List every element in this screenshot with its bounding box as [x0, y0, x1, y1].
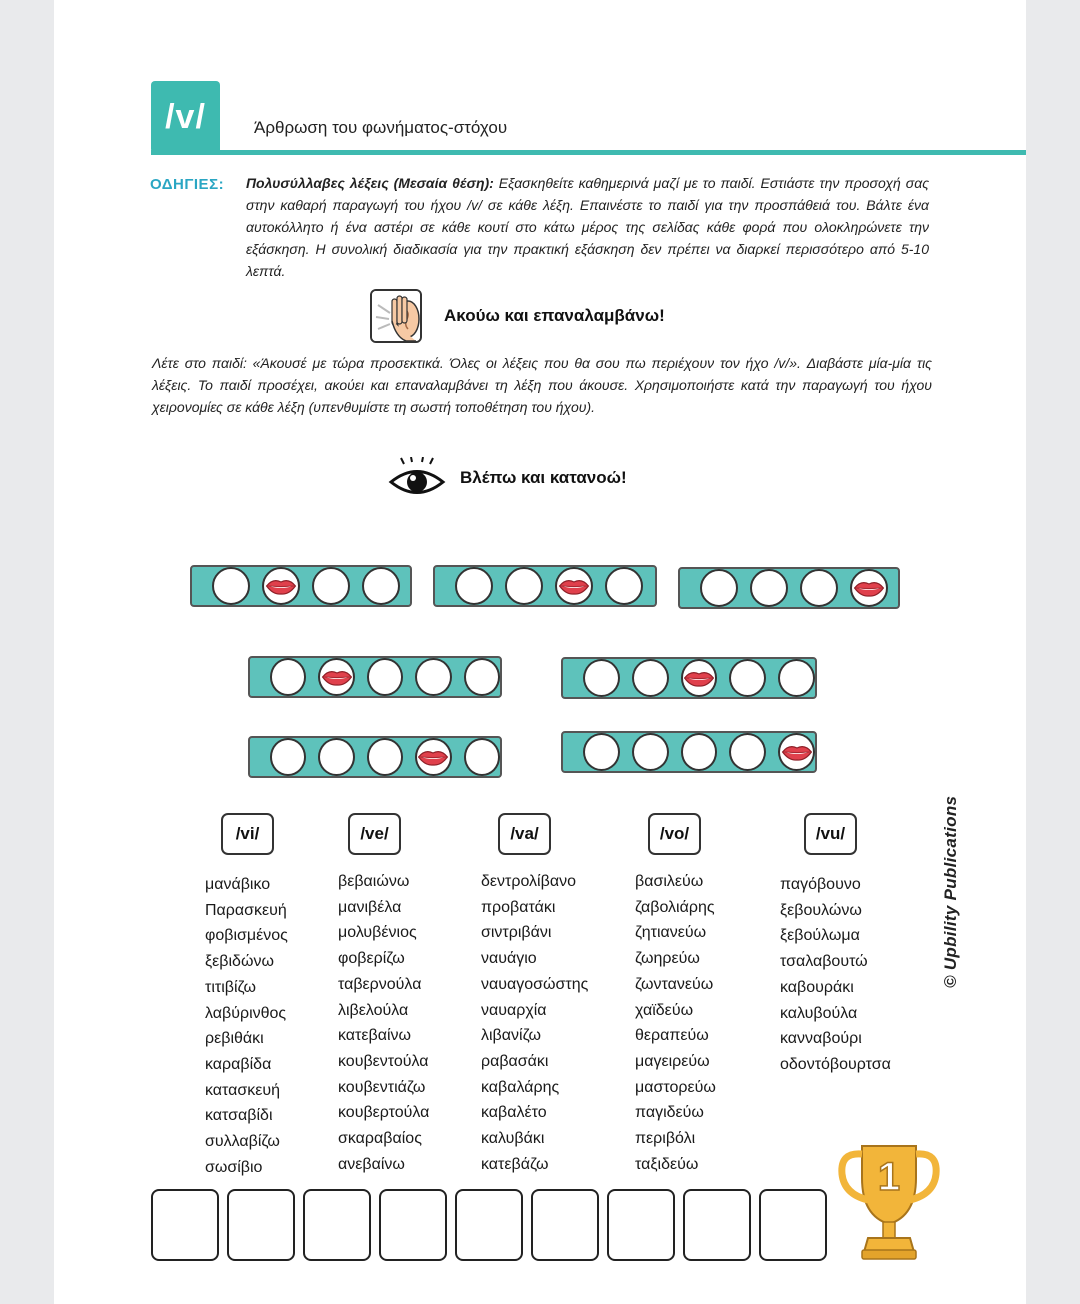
word-item: ζωηρεύω — [635, 950, 700, 968]
syllable-circle — [583, 659, 620, 697]
word-item: μανιβέλα — [338, 898, 402, 916]
word-item: σιντριβάνι — [481, 924, 552, 942]
syllable-circle — [270, 738, 306, 776]
word-item: ζωντανεύω — [635, 975, 714, 993]
word-item: ναυαρχία — [481, 1001, 547, 1019]
syllable-bar — [190, 565, 412, 607]
word-item: παγόβουνο — [780, 876, 861, 893]
word-item: ναυάγιο — [481, 950, 537, 968]
syllable-circle — [700, 569, 738, 607]
word-item: ταξιδεύω — [635, 1155, 699, 1173]
word-column — [338, 869, 429, 1177]
word-item: τιτιβίζω — [205, 978, 256, 996]
worksheet-page — [54, 0, 1026, 1304]
syllable-header: /vu/ — [804, 813, 857, 855]
lips-icon — [262, 567, 300, 605]
phoneme-tag: /v/ — [151, 81, 220, 153]
word-item: οδοντόβουρτσα — [780, 1055, 891, 1073]
word-item: ανεβαίνω — [338, 1155, 405, 1173]
syllable-header: /vi/ — [221, 813, 274, 855]
word-item: ναυαγοσώστης — [481, 975, 589, 993]
word-item: φοβισμένος — [205, 927, 288, 945]
word-item: καβουράκι — [780, 978, 854, 996]
syllable-bar — [248, 656, 502, 698]
eye-icon — [388, 457, 446, 499]
syllable-bar — [561, 657, 817, 699]
word-item: λιβανίζω — [481, 1027, 542, 1045]
syllable-circle — [632, 659, 669, 697]
word-item: θεραπεύω — [635, 1027, 709, 1045]
word-item: χαϊδεύω — [635, 1001, 694, 1019]
progress-box[interactable] — [151, 1189, 219, 1261]
lips-icon — [318, 658, 354, 696]
lips-icon — [415, 738, 451, 776]
syllable-header: /ve/ — [348, 813, 401, 855]
word-item: καλυβάκι — [481, 1130, 545, 1148]
word-item: ξεβούλωμα — [780, 927, 860, 945]
syllable-circle — [270, 658, 306, 696]
word-item: ρεβιθάκι — [205, 1030, 264, 1048]
progress-box[interactable] — [759, 1189, 827, 1261]
word-column — [481, 869, 588, 1177]
word-item: φοβερίζω — [338, 950, 405, 968]
word-item: ξεβουλώνω — [780, 901, 862, 919]
word-item: κουβερτούλα — [338, 1104, 430, 1122]
word-item: μαγειρεύω — [635, 1052, 710, 1070]
word-column — [635, 869, 716, 1177]
look-label: Βλέπω και κατανοώ! — [460, 468, 627, 487]
syllable-circle — [318, 738, 354, 776]
word-item: κατεβάζω — [481, 1155, 549, 1173]
word-item: καλυβούλα — [780, 1004, 858, 1022]
word-item: κουβεντιάζω — [338, 1078, 426, 1096]
page-title: Άρθρωση του φωνήματος-στόχου — [254, 118, 508, 137]
word-item: σκαραβαίος — [338, 1130, 422, 1148]
header-divider — [151, 150, 1026, 155]
instructions-text — [246, 172, 929, 282]
syllable-bar — [248, 736, 502, 778]
syllable-circle — [729, 659, 766, 697]
word-item: κατσαβίδι — [205, 1107, 273, 1125]
word-item: κανναβούρι — [780, 1030, 862, 1048]
copyright-text: © Upbility Publications — [941, 795, 960, 988]
trophy-icon — [834, 1138, 944, 1262]
syllable-circle — [605, 567, 643, 605]
word-item: βεβαιώνω — [338, 873, 410, 890]
syllable-bar — [433, 565, 657, 607]
ear-listening-icon — [370, 289, 422, 343]
progress-box[interactable] — [607, 1189, 675, 1261]
word-item: λιβελούλα — [338, 1001, 409, 1019]
syllable-circle — [681, 733, 718, 771]
word-column — [205, 872, 288, 1180]
syllable-circle — [778, 659, 815, 697]
syllable-circle — [362, 567, 400, 605]
syllable-circle — [632, 733, 669, 771]
word-item: Παρασκευή — [205, 901, 287, 919]
instructions-label: ΟΔΗΓΙΕΣ: — [150, 176, 225, 193]
word-item: κουβεντούλα — [338, 1052, 429, 1070]
word-column — [780, 872, 891, 1078]
progress-box[interactable] — [531, 1189, 599, 1261]
progress-box[interactable] — [303, 1189, 371, 1261]
instructions-body: Εξασκηθείτε καθημερινά μαζί με το παιδί. Εστιάστε την προσοχή σας στην καθαρή παραγωγή του ήχου /v/ σε κάθε λέξη. Επαινέστε το παιδί για την προσπάθειά του. Βάλτε ένα αυτοκόλλητο ή ένα αστέρι σε κάθε κουτί στο κάτω μέρος της σελίδας κάθε φορά που ολοκληρώνετε την εξάσκηση. Η συνολική διαδικασία για την πρακτική εξάσκηση δεν πρέπει να διαρκεί περισσότερο από 5-10 λεπτά. — [246, 175, 930, 279]
lips-icon — [555, 567, 593, 605]
word-item: μολυβένιος — [338, 924, 417, 942]
word-item: καραβίδα — [205, 1055, 272, 1073]
syllable-bar — [561, 731, 817, 773]
word-item: δεντρολίβανο — [481, 873, 576, 890]
word-item: προβατάκι — [481, 898, 556, 916]
word-item: ζαβολιάρης — [635, 898, 715, 916]
trophy-number: 1 — [877, 1155, 901, 1199]
parent-script-text: Λέτε στο παιδί: «Άκουσέ με τώρα προσεκτικά. Όλες οι λέξεις που θα σου πω περιέχουν τον ήχο /v/». Διαβάστε μία-μία τις λέξεις. Το παιδί προσέχει, ακούει και επαναλαμβάνει τη λέξη που άκουσε. Χρησιμοποιήστε κατά την παραγωγή του ήχου χειρονομίες σε κάθε λέξη (υπενθυμίστε τη σωστή τοποθέτηση του ήχου). — [152, 355, 932, 415]
syllable-header: /va/ — [498, 813, 551, 855]
word-item: λαβύρινθος — [205, 1004, 287, 1022]
syllable-circle — [583, 733, 620, 771]
word-item: καβαλάρης — [481, 1078, 560, 1096]
word-item: συλλαβίζω — [205, 1133, 280, 1151]
syllable-circle — [367, 738, 403, 776]
syllable-circle — [800, 569, 838, 607]
word-item: κατασκευή — [205, 1081, 281, 1099]
word-item: ζητιανεύω — [635, 924, 707, 942]
syllable-circle — [312, 567, 350, 605]
word-item: ταβερνούλα — [338, 975, 422, 993]
word-item: παγιδεύω — [635, 1104, 704, 1122]
lips-icon — [850, 569, 888, 607]
syllable-circle — [729, 733, 766, 771]
syllable-circle — [415, 658, 451, 696]
lips-icon — [778, 733, 815, 771]
syllable-bar — [678, 567, 900, 609]
look-section — [388, 457, 627, 499]
progress-box[interactable] — [455, 1189, 523, 1261]
lips-icon — [681, 659, 718, 697]
word-item: κατεβαίνω — [338, 1027, 412, 1045]
progress-box[interactable] — [379, 1189, 447, 1261]
syllable-circle — [367, 658, 403, 696]
word-item: ραβασάκι — [481, 1052, 549, 1070]
progress-box[interactable] — [683, 1189, 751, 1261]
syllable-circle — [212, 567, 250, 605]
word-item: περιβόλι — [635, 1130, 696, 1148]
word-item: καβαλέτο — [481, 1104, 547, 1122]
instructions-intro: Πολυσύλλαβες λέξεις (Μεσαία θέση): — [246, 175, 494, 191]
word-item: σωσίβιο — [205, 1158, 263, 1176]
syllable-circle — [750, 569, 788, 607]
syllable-circle — [455, 567, 493, 605]
word-item: ξεβιδώνω — [205, 953, 274, 971]
listen-section — [370, 289, 665, 343]
word-item: βασιλεύω — [635, 873, 704, 890]
listen-label: Ακούω και επαναλαμβάνω! — [444, 306, 665, 325]
word-item: τσαλαβουτώ — [780, 953, 868, 971]
syllable-header: /vo/ — [648, 813, 701, 855]
word-item: μανάβικο — [205, 876, 271, 893]
progress-box[interactable] — [227, 1189, 295, 1261]
progress-boxes — [151, 1189, 827, 1261]
syllable-circle — [464, 658, 500, 696]
syllable-circle — [464, 738, 500, 776]
word-item: μαστορεύω — [635, 1078, 716, 1096]
syllable-circle — [505, 567, 543, 605]
